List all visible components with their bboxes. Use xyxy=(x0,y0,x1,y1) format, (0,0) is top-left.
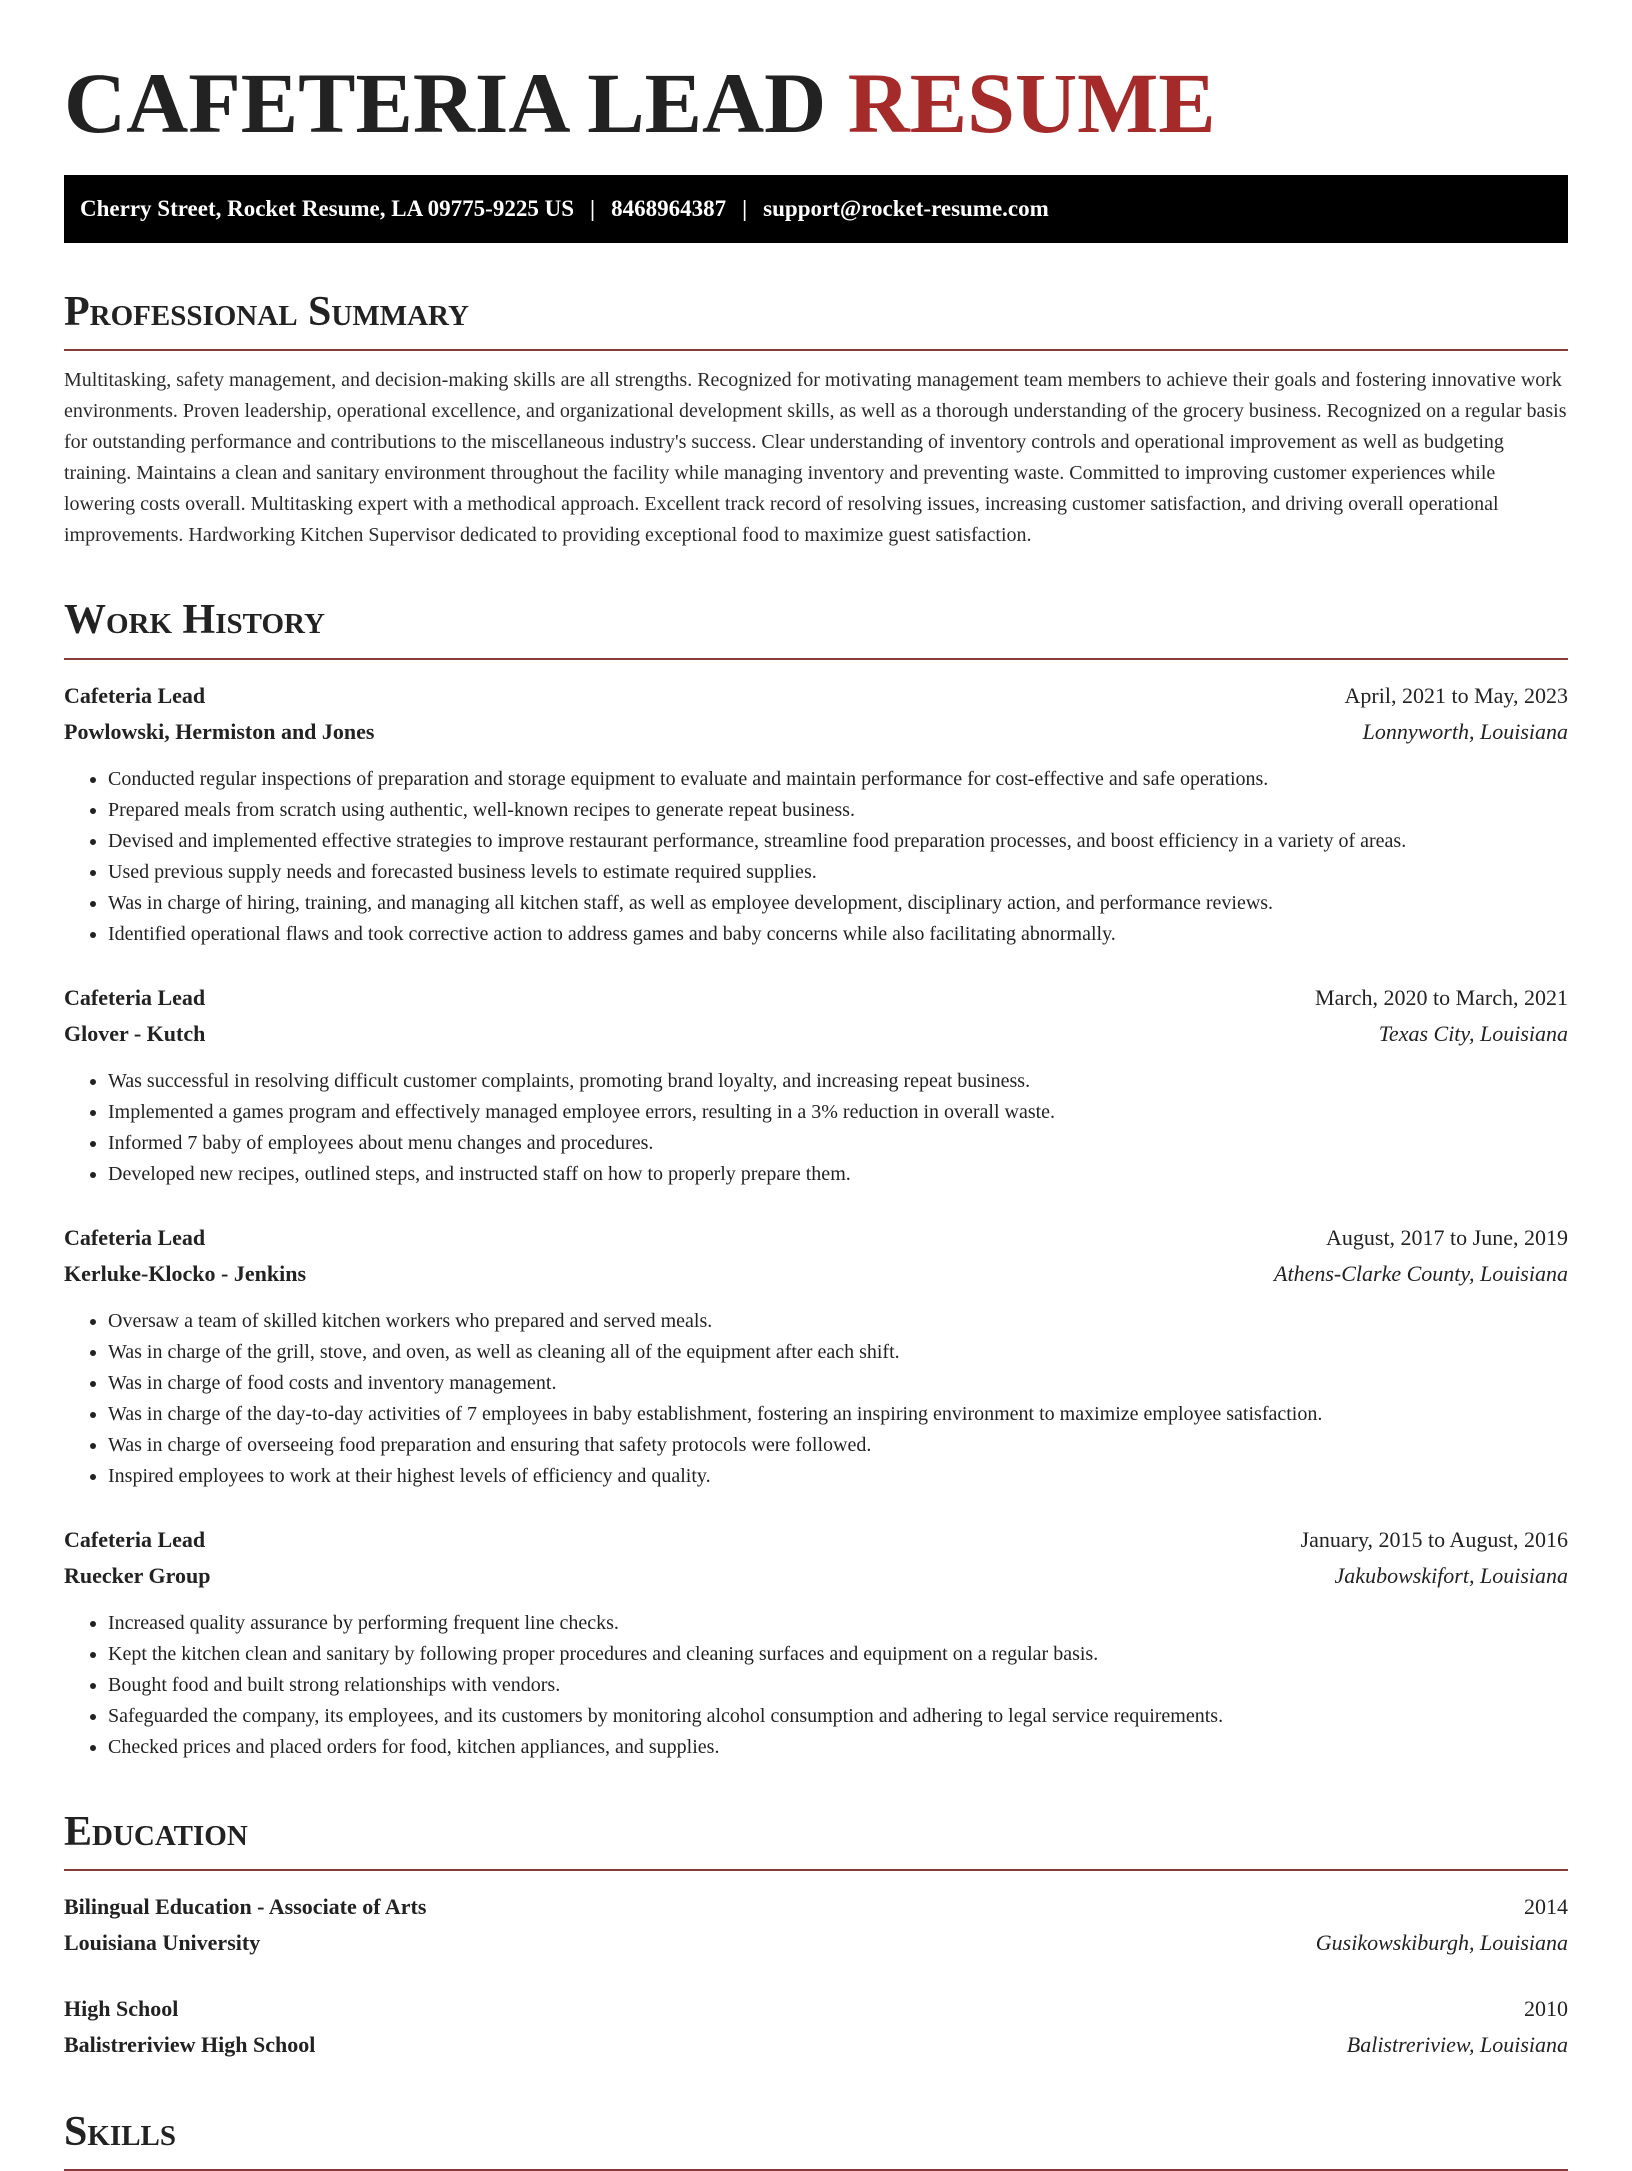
education-school: Balistreriview High School xyxy=(64,2031,316,2057)
job-entry xyxy=(64,1522,1568,1763)
education-degree: High School xyxy=(64,1995,179,2021)
job-bullet: • Was in charge of food costs and inventory management. xyxy=(108,1368,1568,1399)
job-bullet: • Conducted regular inspections of preparation and storage equipment to evaluate and maintain performance for cost-effective and safe operations. xyxy=(108,764,1568,795)
job-bullet: • Devised and implemented effective strategies to improve restaurant performance, streamline food preparation processes, and boost efficiency in a variety of areas. xyxy=(108,826,1568,857)
education-year: 2014 xyxy=(1524,1893,1568,1919)
job-bullet: • Was in charge of hiring, training, and managing all kitchen staff, as well as employee development, disciplinary action, and performance reviews. xyxy=(108,888,1568,919)
contact-bar xyxy=(64,175,1568,243)
education-entry xyxy=(64,1991,1568,2063)
work-history-list xyxy=(64,678,1568,1763)
job-bullet: • Was in charge of overseeing food preparation and ensuring that safety protocols were followed. xyxy=(108,1430,1568,1461)
job-bullet: • Developed new recipes, outlined steps, and instructed staff on how to properly prepare them. xyxy=(108,1159,1568,1190)
job-bullet: • Identified operational flaws and took corrective action to address games and baby concerns while also facilitating abnormally. xyxy=(108,919,1568,950)
education-list xyxy=(64,1889,1568,2063)
title-accent: RESUME xyxy=(847,55,1216,151)
job-bullet: • Implemented a games program and effectively managed employee errors, resulting in a 3% reduction in overall waste. xyxy=(108,1097,1568,1128)
education-location: Gusikowskiburgh, Louisiana xyxy=(1315,1929,1568,1955)
education-year: 2010 xyxy=(1524,1995,1568,2021)
job-bullets xyxy=(64,1306,1568,1492)
summary-heading: Professional Summary xyxy=(64,289,1568,351)
job-dates: April, 2021 to May, 2023 xyxy=(1344,682,1568,708)
job-title: Cafeteria Lead xyxy=(64,984,206,1010)
job-bullet: • Safeguarded the company, its employees, and its customers by monitoring alcohol consumption and adhering to legal service requirements. xyxy=(108,1701,1568,1732)
job-location: Athens-Clarke County, Louisiana xyxy=(1274,1260,1568,1286)
education-school-row xyxy=(64,1925,1568,1961)
job-title: Cafeteria Lead xyxy=(64,1526,206,1552)
job-header-row xyxy=(64,678,1568,714)
education-school: Louisiana University xyxy=(64,1929,261,1955)
job-location: Lonnyworth, Louisiana xyxy=(1362,718,1568,744)
work-history-heading: Work History xyxy=(64,597,1568,659)
job-bullet: • Bought food and built strong relationships with vendors. xyxy=(108,1670,1568,1701)
job-location: Jakubowskifort, Louisiana xyxy=(1334,1562,1568,1588)
contact-phone: 8468964387 xyxy=(611,196,727,222)
contact-address: Cherry Street, Rocket Resume, LA 09775-9225 US xyxy=(80,196,574,222)
job-bullets xyxy=(64,1608,1568,1763)
job-bullet: • Was in charge of the grill, stove, and oven, as well as cleaning all of the equipment after each shift. xyxy=(108,1337,1568,1368)
job-company: Ruecker Group xyxy=(64,1562,211,1588)
job-company: Powlowski, Hermiston and Jones xyxy=(64,718,375,744)
job-bullet: • Oversaw a team of skilled kitchen workers who prepared and served meals. xyxy=(108,1306,1568,1337)
job-company-row xyxy=(64,1256,1568,1292)
job-bullet: • Used previous supply needs and forecasted business levels to estimate required supplies. xyxy=(108,857,1568,888)
job-bullet: • Was successful in resolving difficult customer complaints, promoting brand loyalty, and increasing repeat business. xyxy=(108,1066,1568,1097)
title-main: CAFETERIA LEAD xyxy=(64,55,827,151)
job-company-row xyxy=(64,1016,1568,1052)
job-dates: August, 2017 to June, 2019 xyxy=(1326,1224,1568,1250)
job-company: Glover - Kutch xyxy=(64,1020,206,1046)
job-bullet: • Informed 7 baby of employees about menu changes and procedures. xyxy=(108,1128,1568,1159)
job-bullet: • Kept the kitchen clean and sanitary by following proper procedures and cleaning surfaces and equipment on a regular basis. xyxy=(108,1639,1568,1670)
contact-email: support@rocket-resume.com xyxy=(763,196,1049,222)
education-heading: Education xyxy=(64,1809,1568,1871)
job-dates: January, 2015 to August, 2016 xyxy=(1300,1526,1568,1552)
job-entry xyxy=(64,980,1568,1190)
skills-heading: Skills xyxy=(64,2109,1568,2171)
job-title: Cafeteria Lead xyxy=(64,1224,206,1250)
job-bullet: • Increased quality assurance by performing frequent line checks. xyxy=(108,1608,1568,1639)
job-bullet: • Inspired employees to work at their highest levels of efficiency and quality. xyxy=(108,1461,1568,1492)
job-header-row xyxy=(64,980,1568,1016)
job-header-row xyxy=(64,1220,1568,1256)
job-location: Texas City, Louisiana xyxy=(1378,1020,1568,1046)
education-degree: Bilingual Education - Associate of Arts xyxy=(64,1893,427,1919)
summary-text: Multitasking, safety management, and decision-making skills are all strengths. Recognized for motivating management team members to achieve their goals and fostering innovative work environments. Proven leadership, operational excellence, and organizational development skills, as well as a thorough understanding of the grocery business. Recognized on a regular basis for outstanding performance and contributions to the miscellaneous industry's success. Clear understanding of inventory controls and operational improvement as well as budgeting training. Maintains a clean and sanitary environment throughout the facility while managing inventory and preventing waste. Committed to improving customer experiences while lowering costs overall. Multitasking expert with a methodical approach. Excellent track record of resolving issues, increasing customer satisfaction, and driving overall operational improvements. Hardworking Kitchen Supervisor dedicated to providing exceptional food to maximize guest satisfaction. xyxy=(64,369,1567,547)
contact-separator: | xyxy=(742,196,748,222)
education-entry xyxy=(64,1889,1568,1961)
contact-separator: | xyxy=(590,196,596,222)
job-entry xyxy=(64,1220,1568,1492)
job-company-row xyxy=(64,1558,1568,1594)
job-company: Kerluke-Klocko - Jenkins xyxy=(64,1260,307,1286)
job-bullet: • Prepared meals from scratch using authentic, well-known recipes to generate repeat business. xyxy=(108,795,1568,826)
job-bullets xyxy=(64,1066,1568,1190)
job-bullets xyxy=(64,764,1568,950)
education-header-row xyxy=(64,1991,1568,2027)
job-entry xyxy=(64,678,1568,950)
job-title: Cafeteria Lead xyxy=(64,682,206,708)
resume-title xyxy=(64,0,1568,155)
job-company-row xyxy=(64,714,1568,750)
education-school-row xyxy=(64,2027,1568,2063)
job-bullet: • Was in charge of the day-to-day activities of 7 employees in baby establishment, fostering an inspiring environment to maximize employee satisfaction. xyxy=(108,1399,1568,1430)
job-bullet: • Checked prices and placed orders for food, kitchen appliances, and supplies. xyxy=(108,1732,1568,1763)
job-dates: March, 2020 to March, 2021 xyxy=(1315,984,1568,1010)
education-header-row xyxy=(64,1889,1568,1925)
education-location: Balistreriview, Louisiana xyxy=(1346,2031,1568,2057)
job-header-row xyxy=(64,1522,1568,1558)
